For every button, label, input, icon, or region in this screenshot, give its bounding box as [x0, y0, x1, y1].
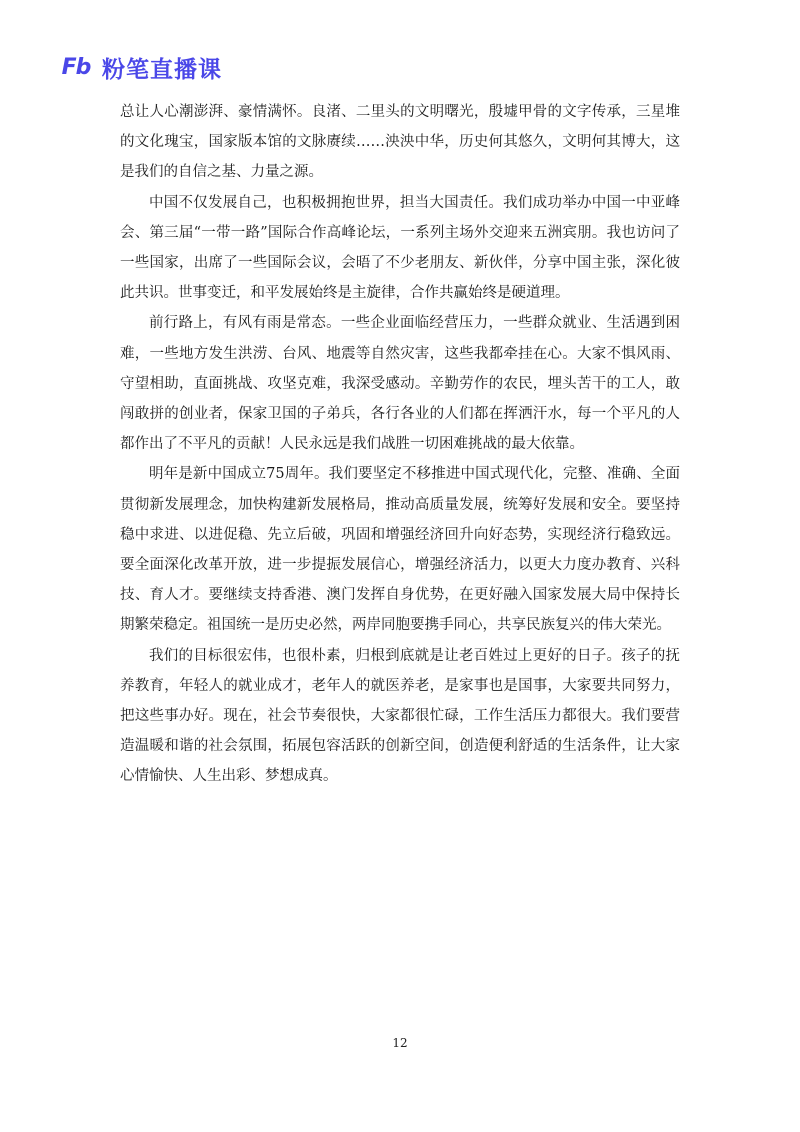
page-number: 12 [392, 1036, 408, 1050]
header-logo [56, 50, 222, 84]
paragraph-5: 我们的目标很宏伟，也很朴素，归根到底就是让老百姓过上更好的日子。孩子的抚养教育，年轻人的就业成才，老年人的就医养老，是家事也是国事，大家要共同努力，把这些事办好。现在，社会节奏很快，大家都很忙碌，工作生活压力都很大。我们要营造温暖和谐的社会氛围，拓展包容活跃的创新空间，创造便利舒适的生活条件，让大家心情愉快、人生出彩、梦想成真。 [120, 647, 680, 785]
paragraph-3: 前行路上，有风有雨是常态。一些企业面临经营压力，一些群众就业、生活遇到困难，一些地方发生洪涝、台风、地震等自然灾害，这些我都牵挂在心。大家不惧风雨、守望相助，直面挑战、攻坚克难，我深受感动。辛勤劳作的农民，埋头苦干的工人，敢闯敢拼的创业者，保家卫国的子弟兵，各行各业的人们都在挥洒汗水，每一个平凡的人都作出了不平凡的贡献！人民永远是我们战胜一切困难挑战的最大依靠。 [120, 315, 680, 453]
brand-name: 粉笔直播课 [102, 56, 222, 83]
paragraph-2: 中国不仅发展自己，也积极拥抱世界，担当大国责任。我们成功举办中国一中亚峰会、第三届“一带一路”国际合作高峰论坛，一系列主场外交迎来五洲宾朋。我也访问了一些国家，出席了一些国际会议，会晤了不少老朋友、新伙伴，分享中国主张，深化彼此共识。世事变迁，和平发展始终是主旋律，合作共赢始终是硬道理。 [120, 194, 680, 302]
fb-logo-icon: Fb [61, 54, 91, 80]
paragraph-1: 总让人心潮澎湃、豪情满怀。良渚、二里头的文明曙光，殷墟甲骨的文字传承，三星堆的文化瑰宝，国家版本馆的文脉赓续……泱泱中华，历史何其悠久，文明何其博大，这是我们的自信之基、力量之源。 [120, 104, 680, 181]
body-text [120, 97, 680, 792]
paragraph-4: 明年是新中国成立75周年。我们要坚定不移推进中国式现代化，完整、准确、全面贯彻新发展理念，加快构建新发展格局，推动高质量发展，统筹好发展和安全。要坚持稳中求进、以进促稳、先立后破，巩固和增强经济回升向好态势，实现经济行稳致远。要全面深化改革开放，进一步提振发展信心，增强经济活力，以更大力度办教育、兴科技、育人才。要继续支持香港、澳门发挥自身优势，在更好融入国家发展大局中保持长期繁荣稳定。祖国统一是历史必然，两岸同胞要携手同心，共享民族复兴的伟大荣光。 [120, 466, 680, 634]
